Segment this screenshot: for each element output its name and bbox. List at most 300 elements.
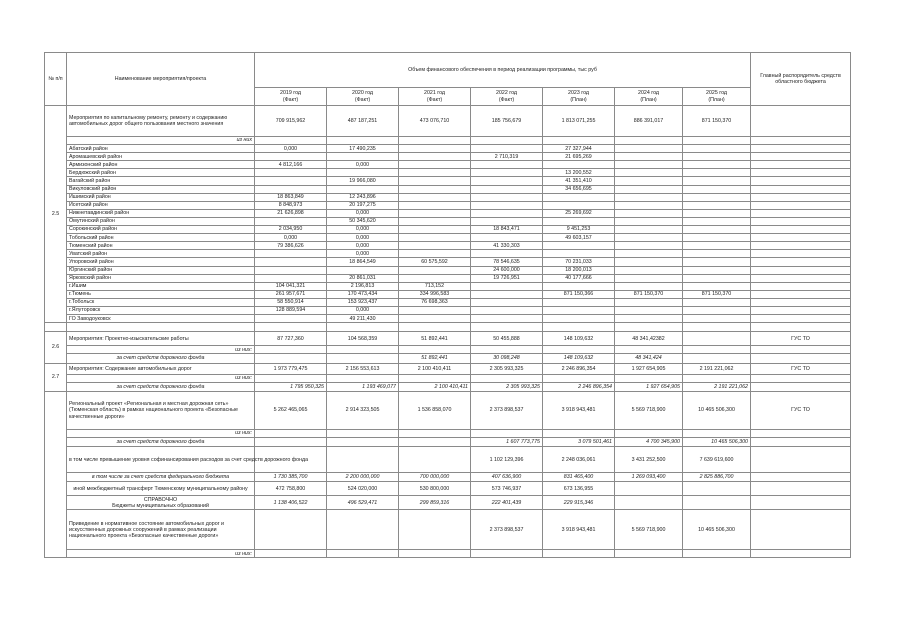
district-row bbox=[45, 266, 851, 274]
value-cell: 222 401,439 bbox=[471, 496, 543, 510]
district-row bbox=[45, 290, 851, 298]
value-cell: 299 859,316 bbox=[399, 496, 471, 510]
row-regional-project bbox=[45, 391, 851, 429]
value-cell bbox=[615, 274, 683, 282]
value-cell bbox=[471, 234, 543, 242]
manager-cell bbox=[751, 290, 851, 298]
manager-cell bbox=[751, 106, 851, 137]
value-cell: 60 575,592 bbox=[399, 258, 471, 266]
value-cell bbox=[471, 177, 543, 185]
row-name: Вагайский район bbox=[67, 177, 255, 185]
district-row bbox=[45, 209, 851, 217]
value-cell bbox=[399, 510, 471, 550]
manager-cell bbox=[751, 137, 851, 145]
value-cell: 407 636,900 bbox=[471, 473, 543, 482]
district-row bbox=[45, 185, 851, 193]
row-number: 2.5 bbox=[45, 106, 67, 323]
value-cell bbox=[471, 298, 543, 306]
value-cell bbox=[543, 217, 615, 225]
empty-cell bbox=[543, 374, 615, 382]
value-cell: 1 927 654,905 bbox=[615, 382, 683, 391]
manager-cell bbox=[751, 473, 851, 482]
value-cell: 0,000 bbox=[327, 306, 399, 314]
value-cell: 673 136,955 bbox=[543, 482, 615, 496]
value-cell bbox=[615, 226, 683, 234]
value-cell: 128 889,594 bbox=[255, 306, 327, 314]
row-cofin bbox=[45, 447, 851, 473]
value-cell: 709 915,962 bbox=[255, 106, 327, 137]
value-cell: 2 100 410,411 bbox=[399, 363, 471, 374]
value-cell bbox=[399, 161, 471, 169]
value-cell: 21 695,269 bbox=[543, 153, 615, 161]
value-cell: 2 248 036,061 bbox=[543, 447, 615, 473]
value-cell bbox=[615, 201, 683, 209]
value-cell: 871 150,366 bbox=[543, 290, 615, 298]
value-cell bbox=[615, 209, 683, 217]
value-cell: 1 269 093,400 bbox=[615, 473, 683, 482]
row-name: Сорокинский район bbox=[67, 226, 255, 234]
row-name: г.Ишим bbox=[67, 282, 255, 290]
value-cell: 530 800,000 bbox=[399, 482, 471, 496]
district-row bbox=[45, 153, 851, 161]
value-cell: 1 138 406,522 bbox=[255, 496, 327, 510]
value-cell: 0,000 bbox=[327, 226, 399, 234]
value-cell: 104 041,321 bbox=[255, 282, 327, 290]
row-name: Армизонский район bbox=[67, 161, 255, 169]
value-cell bbox=[471, 217, 543, 225]
value-cell bbox=[615, 185, 683, 193]
header-year bbox=[399, 88, 471, 106]
row-name: в том числе за счет средств федерального бюджета bbox=[67, 473, 255, 482]
empty-cell bbox=[399, 137, 471, 145]
value-cell bbox=[255, 258, 327, 266]
row-name: Викуловский район bbox=[67, 185, 255, 193]
value-cell bbox=[615, 282, 683, 290]
value-cell bbox=[683, 242, 751, 250]
header-year-type: (План) bbox=[708, 96, 725, 103]
header-year-type: (План) bbox=[640, 96, 657, 103]
header-year-type: (Факт) bbox=[426, 96, 443, 103]
manager-cell bbox=[751, 346, 851, 354]
header-year-label: 2020 год bbox=[352, 90, 373, 97]
value-cell: 9 451,253 bbox=[543, 226, 615, 234]
empty-cell bbox=[45, 391, 67, 558]
empty-cell bbox=[399, 323, 471, 332]
value-cell: 49 211,430 bbox=[327, 315, 399, 323]
value-cell: 40 177,666 bbox=[543, 274, 615, 282]
value-cell: 2 373 898,537 bbox=[471, 510, 543, 550]
empty-cell bbox=[255, 374, 327, 382]
value-cell bbox=[683, 250, 751, 258]
value-cell: 871 150,370 bbox=[683, 106, 751, 137]
value-cell bbox=[471, 306, 543, 314]
header-year bbox=[683, 88, 751, 106]
value-cell bbox=[683, 258, 751, 266]
manager-cell: ГУС ТО bbox=[751, 363, 851, 374]
value-cell bbox=[683, 354, 751, 363]
header-year bbox=[327, 88, 399, 106]
district-row bbox=[45, 201, 851, 209]
manager-cell bbox=[751, 226, 851, 234]
value-cell: 1 730 385,700 bbox=[255, 473, 327, 482]
reference-name: Бюджеты муниципальных образований bbox=[112, 502, 209, 509]
value-cell bbox=[471, 193, 543, 201]
row-name: Омутинский район bbox=[67, 217, 255, 225]
value-cell: 2 100 410,411 bbox=[399, 382, 471, 391]
empty-cell bbox=[255, 137, 327, 145]
value-cell bbox=[399, 153, 471, 161]
value-cell bbox=[615, 234, 683, 242]
value-cell: 1 973 779,475 bbox=[255, 363, 327, 374]
value-cell: 3 918 943,481 bbox=[543, 391, 615, 429]
row-name: Ярковский район bbox=[67, 274, 255, 282]
value-cell: 170 473,434 bbox=[327, 290, 399, 298]
value-cell: 2 825 886,700 bbox=[683, 473, 751, 482]
value-cell: 10 465 506,300 bbox=[683, 510, 751, 550]
value-cell bbox=[683, 185, 751, 193]
value-cell bbox=[471, 161, 543, 169]
value-cell bbox=[615, 145, 683, 153]
value-cell: 2 246 896,354 bbox=[543, 363, 615, 374]
value-cell bbox=[683, 496, 751, 510]
row-2-7-fund bbox=[45, 382, 851, 391]
row-name: Мероприятия: Содержание автомобильных дорог bbox=[67, 363, 255, 374]
manager-cell: ГУС ТО bbox=[751, 332, 851, 346]
district-row bbox=[45, 274, 851, 282]
value-cell bbox=[543, 161, 615, 169]
value-cell bbox=[327, 185, 399, 193]
manager-cell bbox=[751, 274, 851, 282]
empty-cell bbox=[751, 323, 851, 332]
header-year bbox=[255, 88, 327, 106]
value-cell bbox=[683, 201, 751, 209]
district-row bbox=[45, 169, 851, 177]
value-cell: 48 341,42382 bbox=[615, 332, 683, 346]
value-cell: 104 568,359 bbox=[327, 332, 399, 346]
value-cell: 41 330,303 bbox=[471, 242, 543, 250]
value-cell: 229 915,346 bbox=[543, 496, 615, 510]
empty-cell bbox=[683, 374, 751, 382]
value-cell: 20 197,275 bbox=[327, 201, 399, 209]
value-cell: 87 727,360 bbox=[255, 332, 327, 346]
row-name: Мероприятия: Проектно-изыскательские работы bbox=[67, 332, 255, 346]
row-name: Ишимский район bbox=[67, 193, 255, 201]
value-cell bbox=[683, 315, 751, 323]
empty-cell bbox=[399, 429, 471, 437]
empty-cell bbox=[543, 429, 615, 437]
value-cell: 1 536 858,070 bbox=[399, 391, 471, 429]
value-cell bbox=[615, 193, 683, 201]
empty-cell bbox=[543, 323, 615, 332]
empty-cell bbox=[683, 323, 751, 332]
row-name: иной межбюджетный трансферт Тюменскому муниципальному району bbox=[67, 482, 255, 496]
row-iz-nikh bbox=[45, 550, 851, 558]
value-cell: 76 698,363 bbox=[399, 298, 471, 306]
value-cell: 2 191 221,062 bbox=[683, 382, 751, 391]
value-cell: 487 187,251 bbox=[327, 106, 399, 137]
manager-cell bbox=[751, 201, 851, 209]
value-cell: 79 386,626 bbox=[255, 242, 327, 250]
row-name: Аромашевский район bbox=[67, 153, 255, 161]
value-cell: 1 813 071,255 bbox=[543, 106, 615, 137]
value-cell bbox=[471, 201, 543, 209]
value-cell bbox=[399, 306, 471, 314]
header-year-type: (Факт) bbox=[498, 96, 515, 103]
value-cell: 1 795 950,325 bbox=[255, 382, 327, 391]
value-cell: 27 327,944 bbox=[543, 145, 615, 153]
row-mbt bbox=[45, 482, 851, 496]
value-cell bbox=[543, 282, 615, 290]
manager-cell bbox=[751, 447, 851, 473]
value-cell bbox=[255, 438, 327, 447]
value-cell bbox=[683, 266, 751, 274]
row-name: ГО Заводоуковск bbox=[67, 315, 255, 323]
value-cell bbox=[255, 510, 327, 550]
value-cell: 1 927 654,905 bbox=[615, 363, 683, 374]
manager-cell bbox=[751, 161, 851, 169]
value-cell: 473 076,710 bbox=[399, 106, 471, 137]
manager-cell bbox=[751, 429, 851, 437]
district-row bbox=[45, 282, 851, 290]
value-cell bbox=[255, 315, 327, 323]
empty-cell bbox=[327, 550, 399, 558]
value-cell bbox=[615, 242, 683, 250]
value-cell bbox=[399, 193, 471, 201]
value-cell bbox=[683, 217, 751, 225]
value-cell: 19 966,080 bbox=[327, 177, 399, 185]
value-cell bbox=[683, 274, 751, 282]
row-name: Юргинский район bbox=[67, 266, 255, 274]
manager-cell bbox=[751, 374, 851, 382]
value-cell bbox=[543, 242, 615, 250]
empty-cell bbox=[255, 323, 327, 332]
row-name: в том числе превышение уровня софинансирования расходов за счет средств дорожного фонда bbox=[67, 447, 255, 473]
value-cell bbox=[615, 161, 683, 169]
value-cell: 148 109,632 bbox=[543, 354, 615, 363]
manager-cell bbox=[751, 177, 851, 185]
row-name: г.Тюмень bbox=[67, 290, 255, 298]
value-cell bbox=[683, 169, 751, 177]
value-cell: 10 465 506,300 bbox=[683, 391, 751, 429]
empty-cell bbox=[683, 550, 751, 558]
empty-cell bbox=[399, 550, 471, 558]
value-cell: 2 305 993,325 bbox=[471, 363, 543, 374]
value-cell: 261 957,671 bbox=[255, 290, 327, 298]
value-cell bbox=[399, 169, 471, 177]
value-cell bbox=[615, 153, 683, 161]
row-name: Региональный проект «Региональная и местная дорожная сеть» (Тюменская область) в рамках национального проекта «Безопасные качественные дороги» bbox=[67, 391, 255, 429]
district-row bbox=[45, 298, 851, 306]
value-cell: 524 020,000 bbox=[327, 482, 399, 496]
manager-cell bbox=[751, 153, 851, 161]
value-cell bbox=[543, 315, 615, 323]
value-cell: 58 550,914 bbox=[255, 298, 327, 306]
value-cell bbox=[615, 177, 683, 185]
value-cell bbox=[471, 209, 543, 217]
value-cell: 0,000 bbox=[327, 234, 399, 242]
value-cell: 2 156 553,613 bbox=[327, 363, 399, 374]
value-cell bbox=[399, 266, 471, 274]
value-cell: 573 746,937 bbox=[471, 482, 543, 496]
value-cell: 472 758,800 bbox=[255, 482, 327, 496]
value-cell: 18 200,013 bbox=[543, 266, 615, 274]
row-name: из них: bbox=[67, 374, 255, 382]
value-cell: 25 269,692 bbox=[543, 209, 615, 217]
spacer-row bbox=[45, 323, 851, 332]
empty-cell bbox=[471, 137, 543, 145]
value-cell bbox=[683, 209, 751, 217]
row-normative bbox=[45, 510, 851, 550]
value-cell bbox=[683, 153, 751, 161]
value-cell bbox=[683, 234, 751, 242]
value-cell bbox=[683, 161, 751, 169]
value-cell: 2 710,319 bbox=[471, 153, 543, 161]
value-cell bbox=[255, 185, 327, 193]
value-cell bbox=[255, 354, 327, 363]
row-name: Бердюжский район bbox=[67, 169, 255, 177]
manager-cell: ГУС ТО bbox=[751, 391, 851, 429]
row-name: за счет средств дорожного фонда bbox=[67, 382, 255, 391]
value-cell bbox=[471, 290, 543, 298]
value-cell bbox=[683, 282, 751, 290]
value-cell bbox=[683, 306, 751, 314]
value-cell: 3 918 943,481 bbox=[543, 510, 615, 550]
row-name: Упоровский район bbox=[67, 258, 255, 266]
empty-cell bbox=[683, 346, 751, 354]
value-cell bbox=[399, 274, 471, 282]
district-row bbox=[45, 161, 851, 169]
value-cell: 24 600,000 bbox=[471, 266, 543, 274]
value-cell: 34 656,695 bbox=[543, 185, 615, 193]
empty-cell bbox=[327, 346, 399, 354]
value-cell bbox=[683, 298, 751, 306]
value-cell: 0,000 bbox=[255, 234, 327, 242]
value-cell: 185 756,679 bbox=[471, 106, 543, 137]
row-name: Уватский район bbox=[67, 250, 255, 258]
value-cell: 13 200,552 bbox=[543, 169, 615, 177]
value-cell: 19 726,951 bbox=[471, 274, 543, 282]
manager-cell bbox=[751, 209, 851, 217]
header-year-type: (Факт) bbox=[354, 96, 371, 103]
empty-cell bbox=[615, 374, 683, 382]
empty-cell bbox=[615, 550, 683, 558]
value-cell bbox=[255, 217, 327, 225]
value-cell bbox=[683, 482, 751, 496]
value-cell: 153 923,437 bbox=[327, 298, 399, 306]
value-cell: 4 812,166 bbox=[255, 161, 327, 169]
value-cell bbox=[683, 193, 751, 201]
value-cell bbox=[471, 145, 543, 153]
row-name: Тобольский район bbox=[67, 234, 255, 242]
empty-cell bbox=[471, 429, 543, 437]
header-year-label: 2024 год bbox=[638, 90, 659, 97]
district-row bbox=[45, 250, 851, 258]
value-cell bbox=[615, 250, 683, 258]
empty-cell bbox=[45, 323, 67, 332]
empty-cell bbox=[399, 374, 471, 382]
header-year-label: 2023 год bbox=[568, 90, 589, 97]
row-iz-nikh bbox=[45, 374, 851, 382]
empty-cell bbox=[543, 346, 615, 354]
value-cell bbox=[615, 217, 683, 225]
manager-cell bbox=[751, 315, 851, 323]
value-cell bbox=[327, 266, 399, 274]
value-cell: 78 546,635 bbox=[471, 258, 543, 266]
manager-cell bbox=[751, 169, 851, 177]
value-cell bbox=[399, 250, 471, 258]
header-num: № п/п bbox=[45, 53, 67, 106]
value-cell: 50 345,620 bbox=[327, 217, 399, 225]
manager-cell bbox=[751, 438, 851, 447]
row-iz-nikh bbox=[45, 429, 851, 437]
value-cell bbox=[543, 201, 615, 209]
value-cell: 18 864,549 bbox=[327, 258, 399, 266]
value-cell: 17 490,235 bbox=[327, 145, 399, 153]
value-cell bbox=[327, 153, 399, 161]
value-cell bbox=[399, 217, 471, 225]
empty-cell bbox=[683, 429, 751, 437]
row-name: г.Ялуторовск bbox=[67, 306, 255, 314]
value-cell bbox=[615, 482, 683, 496]
row-rp-fund bbox=[45, 438, 851, 447]
value-cell bbox=[615, 298, 683, 306]
header-year-label: 2025 год bbox=[706, 90, 727, 97]
value-cell bbox=[471, 169, 543, 177]
row-name: Мероприятия по капитальному ремонту, ремонту и содержанию автомобильных дорог общего пользования местного значения bbox=[67, 106, 255, 137]
value-cell: 871 150,370 bbox=[615, 290, 683, 298]
value-cell: 51 892,441 bbox=[399, 332, 471, 346]
value-cell: 5 262 465,065 bbox=[255, 391, 327, 429]
district-row bbox=[45, 234, 851, 242]
value-cell: 30 098,248 bbox=[471, 354, 543, 363]
value-cell bbox=[399, 201, 471, 209]
row-name: Тюменский район bbox=[67, 242, 255, 250]
empty-cell bbox=[255, 346, 327, 354]
manager-cell bbox=[751, 266, 851, 274]
value-cell: 1 102 129,396 bbox=[471, 447, 543, 473]
value-cell: 871 150,370 bbox=[683, 290, 751, 298]
manager-cell bbox=[751, 282, 851, 290]
district-row bbox=[45, 258, 851, 266]
value-cell bbox=[399, 447, 471, 473]
row-name: из них: bbox=[67, 346, 255, 354]
value-cell bbox=[615, 169, 683, 177]
empty-cell bbox=[615, 323, 683, 332]
manager-cell bbox=[751, 217, 851, 225]
row-name: Нижнетавдинский район bbox=[67, 209, 255, 217]
value-cell: 49 603,157 bbox=[543, 234, 615, 242]
value-cell bbox=[399, 177, 471, 185]
value-cell: 5 569 718,900 bbox=[615, 391, 683, 429]
row-2-6 bbox=[45, 332, 851, 346]
value-cell bbox=[399, 185, 471, 193]
value-cell bbox=[683, 226, 751, 234]
row-name: Приведение в нормативное состояние автомобильных дорог и искусственных дорожных сооружений в рамках реализации национального проекта «Безопасные качественные дороги» bbox=[67, 510, 255, 550]
row-name: из них: bbox=[67, 429, 255, 437]
value-cell: 334 996,583 bbox=[399, 290, 471, 298]
value-cell bbox=[399, 209, 471, 217]
value-cell: 51 892,441 bbox=[399, 354, 471, 363]
value-cell: 7 639 619,600 bbox=[683, 447, 751, 473]
value-cell: 713,152 bbox=[399, 282, 471, 290]
value-cell: 700 000,000 bbox=[399, 473, 471, 482]
value-cell bbox=[471, 185, 543, 193]
row-iz-nikh bbox=[45, 137, 851, 145]
value-cell: 886 391,017 bbox=[615, 106, 683, 137]
value-cell: 41 351,410 bbox=[543, 177, 615, 185]
empty-cell bbox=[255, 429, 327, 437]
value-cell bbox=[327, 169, 399, 177]
